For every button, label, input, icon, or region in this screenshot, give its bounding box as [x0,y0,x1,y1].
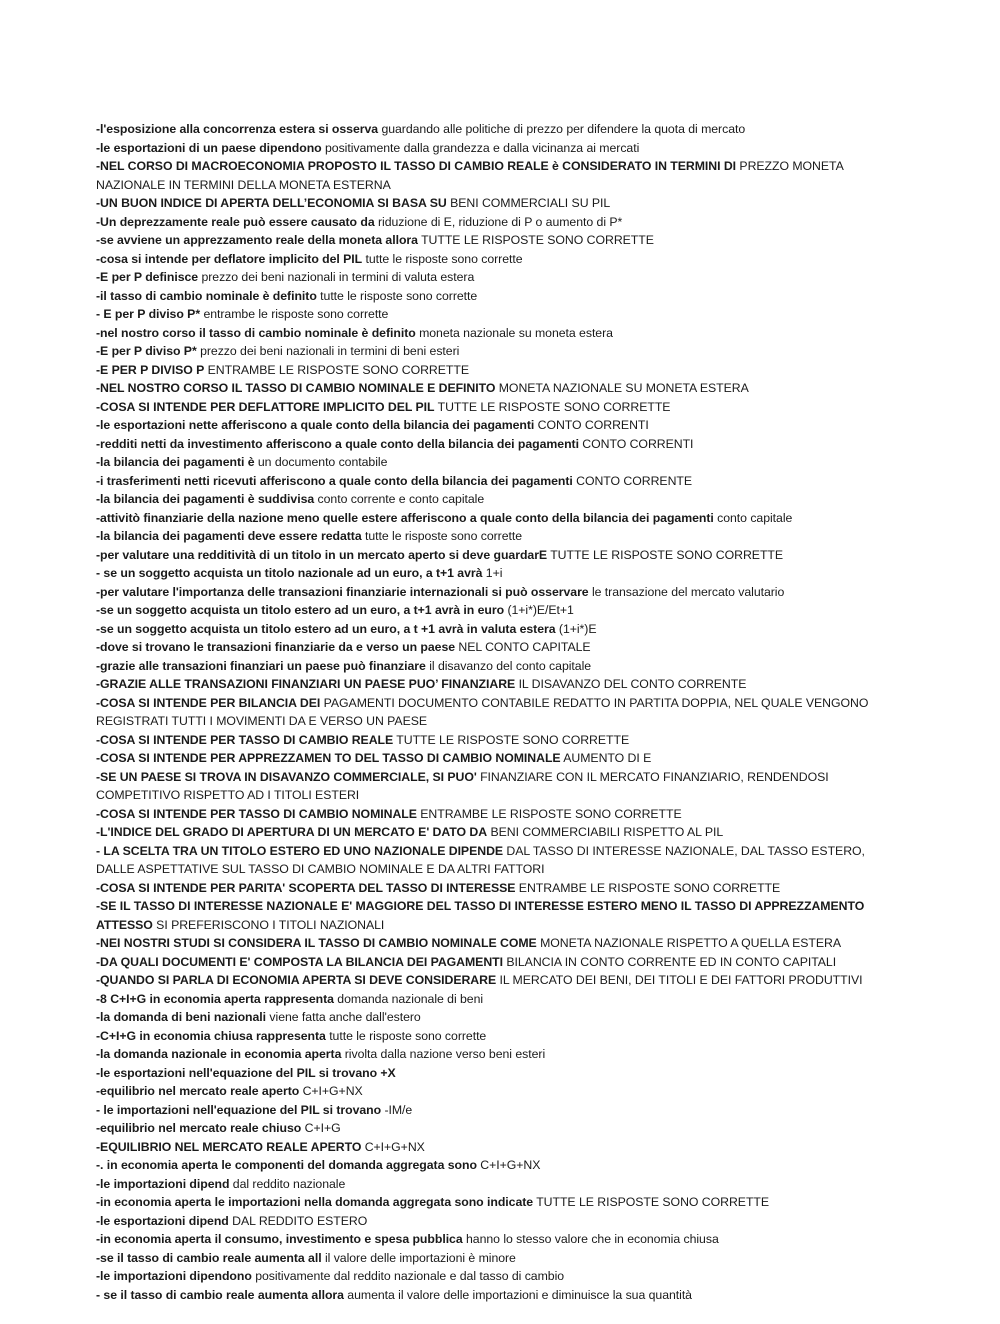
question-text: -E per P definisce [96,270,199,284]
question-text: -Un deprezzamente reale può essere causato da [96,214,375,229]
qa-line [96,842,896,879]
answer-text: tutte le risposte sono corrette [316,288,478,303]
answer-text: BENI COMMERCIABILI RISPETTO AL PIL [487,825,724,839]
question-text: -la bilancia dei pagamenti è suddivisa [96,492,315,506]
question-text: -L'INDICE DEL GRADO DI APERTURA DI UN MERCATO E' DATO DA [96,825,488,839]
question-text: -se un soggetto acquista un titolo estero ad un euro, a t +1 avrà in valuta estera [96,621,556,636]
question-text: -le esportazioni dipend [96,1213,229,1228]
qa-line [96,953,896,972]
qa-line [96,453,896,472]
answer-text: riduzione di E, riduzione di P o aumento di P* [374,214,623,229]
answer-text: DAL REDDITO ESTERO [228,1213,368,1228]
question-text: -cosa si intende per deflatore implicito del PIL [96,251,363,266]
question-text: -per valutare una redditività di un titolo in un mercato aperto si deve guardarE [96,547,548,562]
answer-text: tutte le risposte sono corrette [325,1028,487,1043]
answer-text: TUTTE LE RISPOSTE SONO CORRETTE [417,233,654,247]
question-text: -COSA SI INTENDE PER TASSO DI CAMBIO REALE [96,732,394,747]
qa-line [96,1119,896,1138]
answer-text: DAL TASSO DI INTERESSE NAZIONALE, DAL TASSO ESTERO, DALLE ASPETTATIVE SUL TASSO DI CAMBIO NOMINALE E DA ALTRI FATTORI [96,843,865,876]
question-text: -COSA SI INTENDE PER APPREZZAMEN TO DEL TASSO DI CAMBIO NOMINALE [96,751,561,765]
qa-line [96,638,896,657]
answer-text: AUMENTO DI E [560,751,652,765]
qa-line [96,1101,896,1120]
qa-line [96,287,896,306]
qa-line [96,1286,896,1305]
qa-line [96,435,896,454]
question-text: -E PER P DIVISO P [96,362,205,377]
answer-text: MONETA NAZIONALE SU MONETA ESTERA [495,381,749,395]
qa-line [96,879,896,898]
qa-line [96,1175,896,1194]
answer-text: dal reddito nazionale [229,1176,346,1191]
qa-line [96,934,896,953]
question-text: -equilibrio nel mercato reale chiuso [96,1121,302,1135]
question-text: -le esportazioni nell'equazione del PIL si trovano +X [96,1065,396,1080]
qa-line [96,416,896,435]
answer-text: ENTRAMBE LE RISPOSTE SONO CORRETTE [204,362,469,377]
question-text: -QUANDO SI PARLA DI ECONOMIA APERTA SI DEVE CONSIDERARE [96,973,497,987]
answer-text: domanda nazionale di beni [333,991,484,1006]
qa-line [96,620,896,639]
qa-line [96,379,896,398]
question-text: -la bilancia dei pagamenti deve essere redatta [96,529,362,543]
question-text: -SE UN PAESE SI TROVA IN DISAVANZO COMMERCIALE, SI PUO' [96,769,477,784]
answer-text: MONETA NAZIONALE RISPETTO A QUELLA ESTERA [536,936,841,950]
qa-line [96,564,896,583]
qa-line [96,823,896,842]
question-text: -COSA SI INTENDE PER BILANCIA DEI [96,695,321,710]
question-text: -COSA SI INTENDE PER TASSO DI CAMBIO NOMINALE [96,806,417,821]
qa-line [96,749,896,768]
question-text: -se un soggetto acquista un titolo estero ad un euro, a t+1 avrà in euro [96,603,505,617]
question-text: -in economia aperta le importazioni nella domanda aggregata sono indicate [96,1195,534,1209]
answer-text: ENTRAMBE LE RISPOSTE SONO CORRETTE [416,806,682,821]
answer-text: conto corrente e conto capitale [314,492,485,506]
qa-line [96,897,896,934]
answer-text: TUTTE LE RISPOSTE SONO CORRETTE [547,547,784,562]
answer-text: un documento contabile [254,455,388,469]
question-text: -COSA SI INTENDE PER PARITA' SCOPERTA DEL TASSO DI INTERESSE [96,880,516,895]
qa-line [96,1249,896,1268]
question-text: -il tasso di cambio nominale è definito [96,288,317,303]
qa-line [96,971,896,990]
answer-text: il disavanzo del conto capitale [425,658,592,673]
answer-text: C+I+G+NX [361,1139,425,1154]
qa-line [96,1082,896,1101]
qa-line [96,1230,896,1249]
qa-line [96,1267,896,1286]
question-text: -se il tasso di cambio reale aumenta all [96,1250,322,1265]
question-text: -equilibrio nel mercato reale aperto [96,1084,300,1098]
qa-line [96,398,896,417]
qa-line [96,472,896,491]
question-text: - E per P diviso P* [96,307,201,321]
question-text: -DA QUALI DOCUMENTI E' COMPOSTA LA BILANCIA DEI PAGAMENTI [96,954,503,969]
qa-line [96,1027,896,1046]
qa-line [96,361,896,380]
qa-line [96,1138,896,1157]
qa-line [96,694,896,731]
qa-line [96,231,896,250]
question-text: -redditi netti da investimento afferiscono a quale conto della bilancia dei pagamenti [96,436,579,451]
qa-line [96,527,896,546]
question-text: -i trasferimenti netti ricevuti afferiscono a quale conto della bilancia dei pagamenti [96,473,573,488]
answer-text: positivamente dalla grandezza e dalla vicinanza ai mercati [321,140,640,155]
question-answer-list [96,120,896,1304]
qa-line [96,1045,896,1064]
qa-line [96,675,896,694]
question-text: -per valutare l'importanza delle transazioni finanziarie internazionali si può osservare [96,584,589,599]
answer-text: NEL CONTO CAPITALE [455,640,591,654]
qa-line [96,990,896,1009]
question-text: -NEL NOSTRO CORSO IL TASSO DI CAMBIO NOMINALE E DEFINITO [96,381,496,395]
question-text: -in economia aperta il consumo, investimento e spesa pubblica [96,1232,463,1246]
answer-text: C+I+G+NX [299,1084,363,1098]
question-text: -le importazioni dipendono [96,1269,252,1283]
qa-line [96,1156,896,1175]
answer-text: aumenta il valore delle importazioni e diminuisce la sua quantità [343,1287,692,1302]
question-text: -le importazioni dipend [96,1176,230,1191]
qa-line [96,157,896,194]
question-text: -EQUILIBRIO NEL MERCATO REALE APERTO [96,1139,362,1154]
answer-text: BENI COMMERCIALI SU PIL [446,196,611,210]
qa-line [96,342,896,361]
qa-line [96,1212,896,1231]
qa-line [96,324,896,343]
answer-text: 1+i [482,566,503,580]
qa-line [96,268,896,287]
answer-text: entrambe le risposte sono corrette [200,307,389,321]
answer-text: IL DISAVANZO DEL CONTO CORRENTE [515,677,747,691]
qa-line [96,305,896,324]
qa-line [96,250,896,269]
answer-text: TUTTE LE RISPOSTE SONO CORRETTE [434,399,671,414]
question-text: -grazie alle transazioni finanziari un paese può finanziare [96,658,426,673]
question-text: -la bilancia dei pagamenti è [96,455,255,469]
answer-text: il valore delle importazioni è minore [321,1250,516,1265]
question-text: - se il tasso di cambio reale aumenta allora [96,1287,344,1302]
question-text: - se un soggetto acquista un titolo nazionale ad un euro, a t+1 avrà [96,566,483,580]
answer-text: (1+i*)E/Et+1 [504,603,574,617]
qa-line [96,139,896,158]
answer-text: moneta nazionale su moneta estera [415,325,613,340]
qa-line [96,583,896,602]
answer-text: conto capitale [713,510,793,525]
question-text: -8 C+I+G in economia aperta rappresenta [96,991,334,1006]
answer-text: BILANCIA IN CONTO CORRENTE ED IN CONTO CAPITALI [503,954,837,969]
question-text: -la domanda di beni nazionali [96,1010,267,1024]
answer-text: prezzo dei beni nazionali in termini di valuta estera [198,270,475,284]
question-text: -UN BUON INDICE DI APERTA DELL’ECONOMIA SI BASA SU [96,196,447,210]
question-text: -nel nostro corso il tasso di cambio nominale è definito [96,325,416,340]
question-text: -dove si trovano le transazioni finanziarie da e verso un paese [96,640,456,654]
question-text: -l'esposizione alla concorrenza estera si osserva [96,122,379,136]
question-text: -le esportazioni nette afferiscono a quale conto della bilancia dei pagamenti [96,418,535,432]
answer-text: (1+i*)E [555,621,597,636]
qa-line [96,657,896,676]
question-text: -GRAZIE ALLE TRANSAZIONI FINANZIARI UN PAESE PUO’ FINANZIARE [96,677,516,691]
qa-line [96,194,896,213]
question-text: -E per P diviso P* [96,344,197,358]
answer-text: guardando alle politiche di prezzo per difendere la quota di mercato [378,122,746,136]
qa-line [96,490,896,509]
answer-text: TUTTE LE RISPOSTE SONO CORRETTE [533,1195,770,1209]
qa-line [96,731,896,750]
question-text: - le importazioni nell'equazione del PIL si trovano [96,1102,382,1117]
qa-line [96,213,896,232]
question-text: -la domanda nazionale in economia aperta [96,1047,342,1061]
answer-text: PAGAMENTI DOCUMENTO CONTABILE REDATTO IN PARTITA DOPPIA, NEL QUALE VENGONO REGISTRATI TUTTI I MOVIMENTI DA E VERSO UN PAESE [96,695,869,728]
answer-text: ENTRAMBE LE RISPOSTE SONO CORRETTE [515,880,781,895]
answer-text: CONTO CORRENTI [534,418,649,432]
question-text: -C+I+G in economia chiusa rappresenta [96,1028,326,1043]
answer-text: le transazione del mercato valutario [588,584,785,599]
question-text: -NEI NOSTRI STUDI SI CONSIDERA IL TASSO DI CAMBIO NOMINALE COME [96,936,537,950]
qa-line [96,1008,896,1027]
qa-line [96,546,896,565]
answer-text: PREZZO MONETA NAZIONALE IN TERMINI DELLA MONETA ESTERNA [96,159,844,192]
answer-text: C+I+G+NX [476,1158,541,1172]
question-text: - LA SCELTA TRA UN TITOLO ESTERO ED UNO NAZIONALE DIPENDE [96,843,504,858]
question-text: -COSA SI INTENDE PER DEFLATTORE IMPLICITO DEL PIL [96,399,435,414]
qa-line [96,768,896,805]
answer-text: tutte le risposte sono corrette [361,529,523,543]
answer-text: CONTO CORRENTE [572,473,693,488]
qa-line [96,1064,896,1083]
question-text: -NEL CORSO DI MACROECONOMIA PROPOSTO IL TASSO DI CAMBIO REALE è CONSIDERATO IN TERMINI DI [96,159,737,173]
answer-text: IL MERCATO DEI BENI, DEI TITOLI E DEI FATTORI PRODUTTIVI [496,973,863,987]
qa-line [96,805,896,824]
qa-line [96,1193,896,1212]
answer-text: prezzo dei beni nazionali in termini di beni esteri [196,344,460,358]
answer-text: C+I+G [301,1121,341,1135]
answer-text: -IM/e [381,1102,413,1117]
qa-line [96,509,896,528]
question-text: -attivitò finanziarie della nazione meno quelle estere afferiscono a quale conto della bilancia dei pagamenti [96,510,714,525]
question-text: -se avviene un apprezzamento reale della moneta allora [96,233,418,247]
answer-text: positivamente dal reddito nazionale e dal tasso di cambio [251,1269,565,1283]
answer-text: viene fatta anche dall'estero [266,1010,421,1024]
answer-text: hanno lo stesso valore che in economia chiusa [462,1232,719,1246]
question-text: -. in economia aperta le componenti del domanda aggregata sono [96,1158,477,1172]
question-text: -SE IL TASSO DI INTERESSE NAZIONALE E' MAGGIORE DEL TASSO DI INTERESSE ESTERO MENO IL TASSO DI APPREZZAMENTO ATTESSO [96,899,865,932]
qa-line [96,120,896,139]
qa-line [96,601,896,620]
answer-text: TUTTE LE RISPOSTE SONO CORRETTE [393,732,630,747]
answer-text: tutte le risposte sono corrette [362,251,523,266]
answer-text: SI PREFERISCONO I TITOLI NAZIONALI [152,917,385,932]
answer-text: rivolta dalla nazione verso beni esteri [341,1047,546,1061]
answer-text: FINANZIARE CON IL MERCATO FINANZIARIO, RENDENDOSI COMPETITIVO RISPETTO AD I TITOLI ESTERI [96,769,829,802]
question-text: -le esportazioni di un paese dipendono [96,140,322,155]
answer-text: CONTO CORRENTI [578,436,694,451]
